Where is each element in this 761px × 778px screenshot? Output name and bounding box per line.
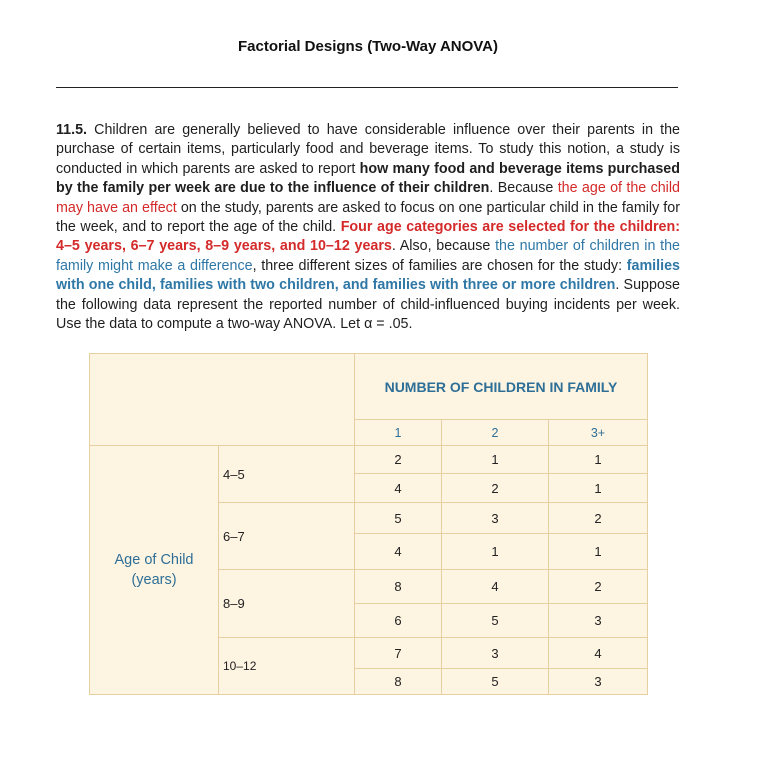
table-cell: 5 — [442, 669, 549, 695]
column-header: 3+ — [549, 420, 648, 446]
problem-text-part: . Also, because — [391, 238, 496, 255]
problem-number: 11.5. — [56, 122, 88, 138]
table-cell: 2 — [549, 570, 648, 604]
problem-text-part: on the study, parents are asked to focus on one particular child in the family for the week, and to report the age of the child. — [56, 199, 680, 236]
problem-text-part: Children are generally believed to have considerable influence over their parents in the purchase of certain items, particularly food and beverage items. To study this notion, a study is conducted in which parents are asked to report — [56, 122, 680, 177]
table-cell: 6 — [355, 604, 442, 638]
table-cell: 1 — [549, 446, 648, 474]
table-corner-cell — [90, 354, 355, 446]
table-cell: 4 — [549, 638, 648, 669]
table-cell: 1 — [549, 474, 648, 503]
table-cell: 3 — [549, 669, 648, 695]
row-factor-label — [90, 446, 219, 695]
table-cell: 3 — [442, 638, 549, 669]
column-header: 2 — [442, 420, 549, 446]
table-cell: 1 — [442, 446, 549, 474]
header-divider — [56, 87, 678, 88]
column-factor-header: NUMBER OF CHILDREN IN FAMILY — [355, 354, 648, 420]
problem-emphasis-children-effect: the number of children in the family might make a difference — [56, 238, 680, 274]
problem-emphasis-age-categories: Four age categories are selected for the children: 4–5 years, 6–7 years, 8–9 years, and 10–12 years — [56, 219, 680, 255]
table-cell: 4 — [355, 474, 442, 503]
problem-emphasis-age-effect: the age of the child may have an effect — [56, 180, 680, 216]
problem-text-part: . Suppose the following data represent the reported number of child-influenced buying incidents per week. Use the data to compute a two-way ANOVA. Let α = .05. — [56, 277, 680, 333]
problem-text-part: . Because — [489, 180, 558, 197]
table-cell: 3 — [549, 604, 648, 638]
table-cell: 5 — [442, 604, 549, 638]
table-cell: 7 — [355, 638, 442, 669]
problem-emphasis-dependent-variable: how many food and beverage items purchased by the family per week are due to the influence of their children — [56, 160, 680, 197]
problem-emphasis-family-sizes: families with one child, families with two children, and families with three or more children — [56, 257, 680, 294]
table-cell: 1 — [549, 534, 648, 570]
age-group-label: 10–12 — [219, 638, 355, 695]
table-cell: 2 — [442, 474, 549, 503]
table-cell: 4 — [442, 570, 549, 604]
row-factor-label-line: (years) — [131, 572, 177, 588]
problem-text-part: , three different sizes of families are chosen for the study: — [252, 257, 627, 274]
table-cell: 8 — [355, 570, 442, 604]
age-group-label: 8–9 — [219, 570, 355, 638]
table-cell: 1 — [442, 534, 549, 570]
column-header: 1 — [355, 420, 442, 446]
table-cell: 5 — [355, 503, 442, 534]
table-cell: 4 — [355, 534, 442, 570]
table-cell: 8 — [355, 669, 442, 695]
table-cell: 2 — [355, 446, 442, 474]
age-group-label: 4–5 — [219, 446, 355, 503]
table-cell: 2 — [549, 503, 648, 534]
page-title: Factorial Designs (Two-Way ANOVA) — [237, 38, 499, 55]
row-factor-label-line: Age of Child — [114, 552, 194, 568]
table-cell: 3 — [442, 503, 549, 534]
age-group-label: 6–7 — [219, 503, 355, 570]
problem-text — [56, 121, 680, 334]
data-table — [89, 353, 648, 695]
